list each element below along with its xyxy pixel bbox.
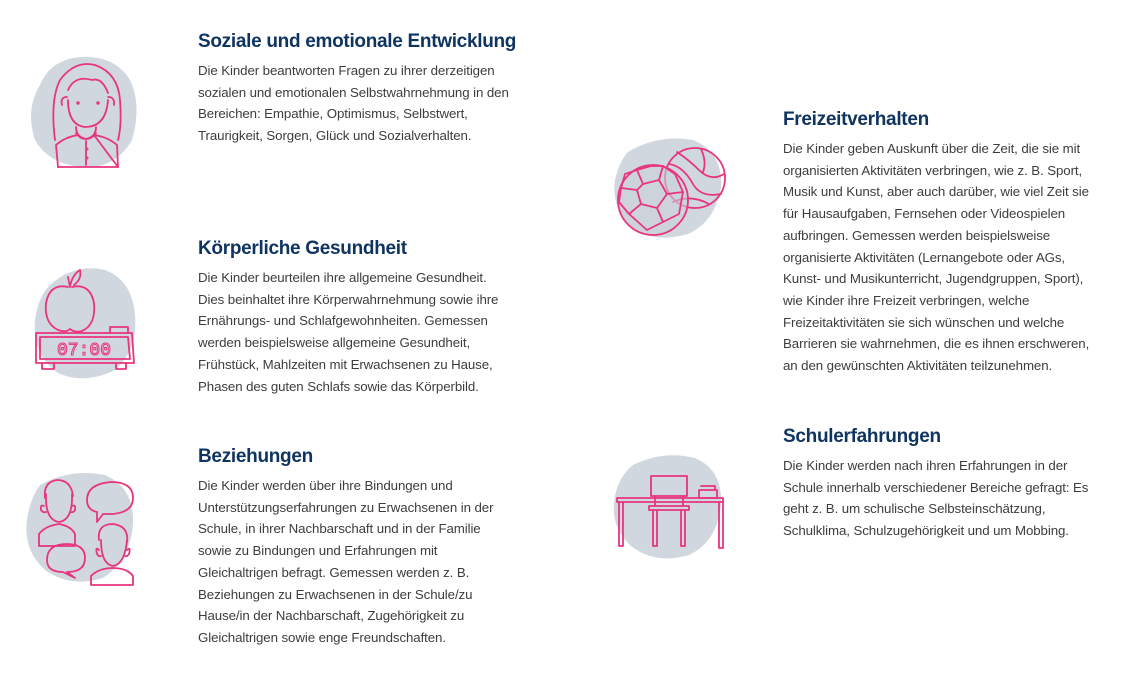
- description-line: Barrieren sie wahrnehmen, die es ihnen erschweren,: [783, 336, 1090, 352]
- section-description: [198, 60, 516, 147]
- section-description: [198, 267, 498, 397]
- people-speech-bubbles-icon: [15, 460, 145, 590]
- description-line: Gleichaltrigen sowie enge Freundschaften.: [198, 629, 446, 645]
- description-line: Die Kinder werden nach ihren Erfahrungen in der: [783, 458, 1068, 473]
- description-line: Die Kinder beantworten Fragen zu ihrer derzeitigen: [198, 63, 495, 78]
- description-line: Schule innerhalb verschiedener Bereiche gefragt: Es: [783, 479, 1089, 495]
- description-line: Die Kinder werden über ihre Bindungen und: [198, 478, 453, 493]
- description-line: geht z. B. um schulische Selbsteinschätzung,: [783, 501, 1046, 517]
- description-line: an den gewünschten Aktivitäten teilzunehmen.: [783, 358, 1053, 374]
- description-line: sowie zu Bindungen und Erfahrungen mit: [198, 543, 438, 559]
- description-line: Bereichen: Empathie, Optimismus, Selbstwert,: [198, 106, 468, 122]
- description-line: Schulklima, Schulzugehörigkeit und um Mobbing.: [783, 523, 1069, 539]
- school-desk-chair-icon: [603, 440, 733, 570]
- description-line: für Hausaufgaben, Fernsehen oder Videospielen: [783, 206, 1066, 222]
- clock-display: 07:00: [56, 341, 112, 361]
- section-description: [783, 455, 1088, 542]
- description-line: Ernährungs- und Schlafgewohnheiten. Gemessen: [198, 313, 488, 329]
- description-line: Kunst- und Musikunterricht, Jugendgruppen, Sport),: [783, 271, 1084, 287]
- section-title: Beziehungen: [198, 446, 313, 467]
- description-line: Dies beinhaltet ihre Körperwahrnehmung sowie ihre: [198, 291, 499, 307]
- description-line: Phasen des guten Schlafs sowie das Körperbild.: [198, 378, 479, 394]
- section-title: Freizeitverhalten: [783, 109, 929, 130]
- section-title: Schulerfahrungen: [783, 426, 941, 447]
- description-line: Hause/in der Nachbarschaft, Zugehörigkeit zu: [198, 608, 465, 624]
- section-title: Soziale und emotionale Entwicklung: [198, 31, 517, 52]
- section-description: [198, 475, 493, 649]
- apple-alarm-clock-icon: [20, 255, 150, 385]
- description-line: werden beispielsweise allgemeine Gesundheit,: [198, 335, 471, 351]
- girl-portrait-icon: [20, 45, 150, 175]
- description-line: Beziehungen zu Erwachsenen in der Schule/zu: [198, 586, 473, 602]
- description-line: organisierte Aktivitäten (Lernangebote oder AGs,: [783, 249, 1065, 265]
- description-line: sozialen und emotionalen Selbstwahrnehmung in den: [198, 84, 509, 100]
- description-line: Traurigkeit, Sorgen, Glück und Sozialverhalten.: [198, 128, 472, 144]
- description-line: wie Kinder ihre Freizeit verbringen, welche: [783, 292, 1030, 308]
- description-line: Freizeitaktivitäten sie sich wünschen und welche: [783, 314, 1065, 330]
- description-line: Die Kinder geben Auskunft über die Zeit, die sie mit: [783, 141, 1081, 156]
- description-line: Frühstück, Mahlzeiten mit Erwachsenen zu Hause,: [198, 356, 493, 372]
- description-line: organisierten Aktivitäten verbringen, wie z. B. Sport,: [783, 162, 1083, 178]
- description-line: Gleichaltrigen befragt. Gemessen werden z. B.: [198, 564, 470, 580]
- description-line: Schule, in ihrer Nachbarschaft und in der Familie: [198, 521, 481, 537]
- section-title: Körperliche Gesundheit: [198, 238, 407, 259]
- section-description: [783, 138, 1089, 377]
- balls-icon: [603, 122, 733, 252]
- description-line: aufbringen. Gemessen werden beispielsweise: [783, 227, 1051, 243]
- description-line: Musik und Kunst, aber auch darüber, wie viel Zeit sie: [783, 184, 1089, 200]
- description-line: Die Kinder beurteilen ihre allgemeine Gesundheit.: [198, 270, 487, 285]
- description-line: Unterstützungserfahrungen zu Erwachsenen in der: [198, 499, 494, 515]
